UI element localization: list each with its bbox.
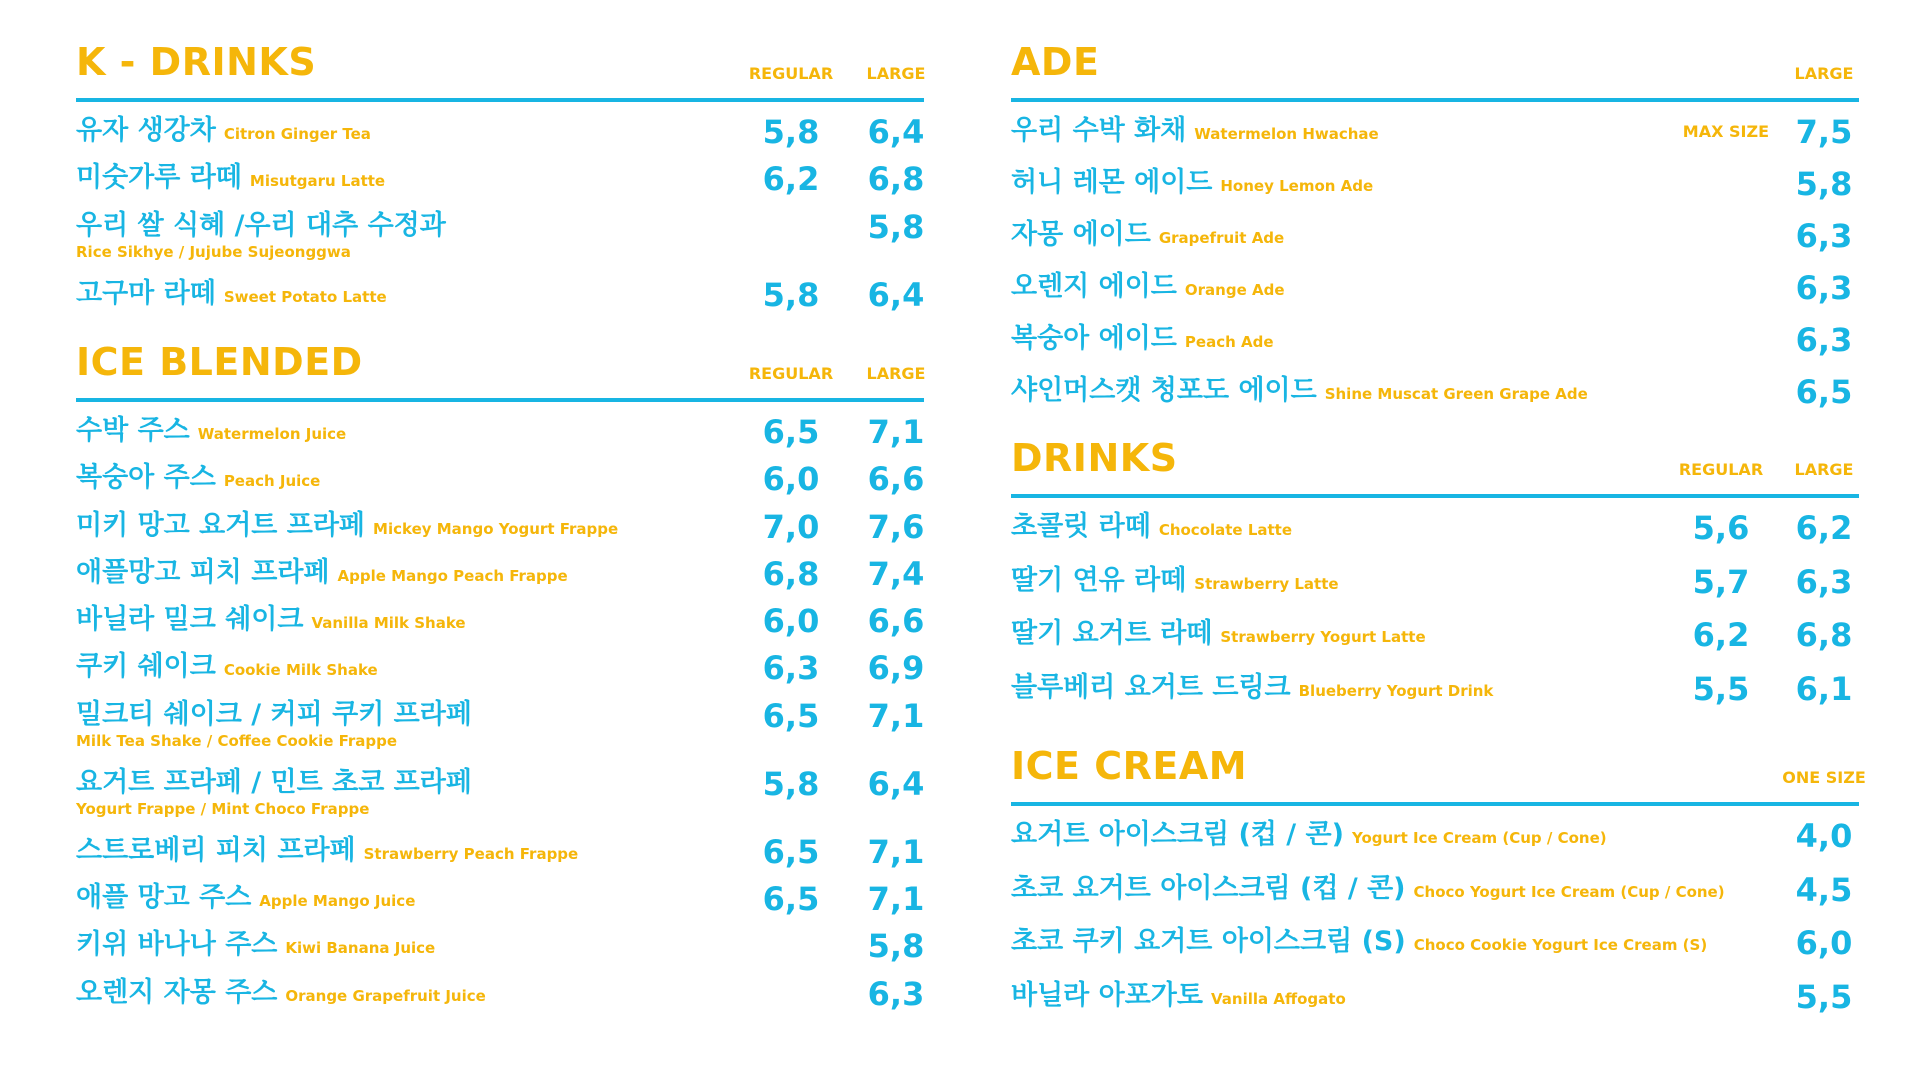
price-regular: 5,6 — [1692, 509, 1750, 547]
item-name-korean: 오렌지 에이드 — [1011, 271, 1177, 302]
item-name-korean: 우리 쌀 식혜 /우리 대추 수정과 — [76, 209, 446, 241]
section-title: K - DRINKS — [76, 40, 317, 84]
item-name-english: Choco Yogurt Ice Cream (Cup / Cone) — [1413, 882, 1725, 901]
item-name-korean: 키위 바나나 주스 — [76, 929, 278, 961]
item-name-korean: 초코 요거트 아이스크림 (컵 / 콘) — [1011, 872, 1406, 904]
menu-item — [76, 698, 924, 766]
item-name-korean: 우리 수박 화채 — [1011, 115, 1187, 146]
price-one-size: 6,0 — [1795, 924, 1853, 962]
menu-item — [76, 976, 924, 1023]
price-large: 6,3 — [1795, 562, 1853, 601]
price-large: 7,1 — [867, 696, 925, 735]
item-name-korean: 요거트 프라페 / 민트 초코 프라페 — [76, 766, 472, 798]
price-large: 6,5 — [1795, 373, 1853, 411]
item-name-english: Milk Tea Shake / Coffee Cookie Frappe — [76, 731, 398, 750]
item-name-english: Apple Mango Juice — [259, 892, 416, 911]
price-large: 7,1 — [867, 880, 925, 919]
item-name-korean: 자몽 에이드 — [1011, 219, 1151, 250]
item-name-korean: 바닐라 밀크 쉐이크 — [76, 604, 304, 636]
item-name-english: Citron Ginger Tea — [223, 125, 371, 143]
item-name-english: Misutgaru Latte — [249, 172, 386, 191]
section-k-drinks — [76, 40, 924, 340]
menu-list — [76, 102, 924, 324]
menu-item — [76, 209, 924, 277]
item-name-korean: 초콜릿 라떼 — [1011, 511, 1151, 542]
menu-item — [1011, 322, 1859, 374]
item-name-english: Chocolate Latte — [1158, 521, 1293, 539]
item-name-english: Strawberry Yogurt Latte — [1220, 628, 1426, 646]
item-name-korean: 딸기 연유 라떼 — [1011, 564, 1187, 596]
menu-list — [1011, 102, 1859, 426]
item-name-korean: 요거트 아이스크림 (컵 / 콘) — [1011, 819, 1344, 850]
item-name-english: Yogurt Frappe / Mint Choco Frappe — [76, 799, 370, 818]
menu-item — [76, 114, 924, 161]
item-name-korean: 블루베리 요거트 드링크 — [1011, 671, 1291, 703]
item-name-korean: 밀크티 쉐이크 / 커피 쿠키 프라페 — [76, 698, 472, 730]
price-one-size: 4,0 — [1795, 817, 1853, 855]
price-large: 6,3 — [1795, 321, 1853, 359]
price-large: 6,8 — [867, 160, 925, 199]
menu-item — [1011, 166, 1859, 218]
price-large: 6,3 — [867, 974, 925, 1013]
item-name-korean: 스트로베리 피치 프라페 — [76, 834, 356, 866]
section-header — [1011, 744, 1866, 806]
price-regular: 5,5 — [1692, 669, 1750, 708]
price-regular: 6,5 — [762, 832, 820, 871]
item-name-korean: 복숭아 에이드 — [1011, 323, 1177, 354]
price-large: 6,4 — [867, 113, 925, 151]
item-name-english: Watermelon Juice — [197, 425, 347, 443]
menu-item — [1011, 218, 1859, 270]
menu-item — [1011, 270, 1859, 322]
column-label-regular: REGULAR — [1678, 460, 1764, 479]
price-regular: 6,2 — [762, 160, 820, 199]
item-name-english: Choco Cookie Yogurt Ice Cream (S) — [1413, 936, 1708, 954]
menu-item — [1011, 510, 1859, 564]
price-large: 7,1 — [867, 832, 925, 871]
menu-item — [1011, 374, 1859, 426]
item-name-korean: 애플 망고 주스 — [76, 882, 252, 914]
item-name-english: Blueberry Yogurt Drink — [1298, 681, 1494, 700]
menu-item — [1011, 114, 1859, 166]
item-name-english: Orange Ade — [1184, 281, 1285, 299]
menu-item — [76, 161, 924, 208]
menu-item — [76, 556, 924, 603]
price-regular: 6,0 — [762, 602, 820, 641]
price-large: 7,6 — [867, 507, 925, 546]
item-name-korean: 유자 생강차 — [76, 115, 216, 146]
price-large: 6,4 — [867, 764, 925, 803]
section-header — [76, 40, 924, 102]
menu-item — [1011, 671, 1859, 725]
menu-item — [1011, 979, 1859, 1033]
section-title: ICE BLENDED — [76, 340, 363, 384]
menu-item — [1011, 925, 1859, 979]
item-name-korean: 초코 쿠키 요거트 아이스크림 (S) — [1011, 926, 1406, 957]
price-large: 6,2 — [1795, 509, 1853, 547]
max-size-label: MAX SIZE — [1682, 122, 1769, 141]
item-name-english: Sweet Potato Latte — [223, 287, 387, 306]
column-label-large: LARGE — [866, 64, 926, 83]
menu-item — [76, 414, 924, 461]
menu-item — [1011, 617, 1859, 671]
price-large: 5,8 — [1795, 165, 1853, 203]
item-name-english: Kiwi Banana Juice — [285, 939, 436, 958]
item-name-english: Cookie Milk Shake — [223, 661, 378, 680]
price-regular: 5,8 — [762, 113, 820, 151]
section-header — [1011, 40, 1859, 102]
price-large: 6,3 — [1795, 217, 1853, 255]
price-regular: 6,5 — [762, 880, 820, 919]
price-large: 6,6 — [867, 602, 925, 641]
price-large: 6,8 — [1795, 616, 1853, 654]
item-name-korean: 오렌지 자몽 주스 — [76, 976, 278, 1008]
item-name-korean: 딸기 요거트 라떼 — [1011, 618, 1213, 649]
item-name-english: Mickey Mango Yogurt Frappe — [373, 519, 619, 538]
price-regular: 7,0 — [762, 507, 820, 546]
price-large: 6,6 — [867, 460, 925, 499]
column-label-large: LARGE — [1794, 64, 1854, 83]
price-one-size: 4,5 — [1795, 870, 1853, 909]
price-regular: 5,8 — [762, 764, 820, 803]
item-name-english: Peach Juice — [223, 472, 321, 491]
column-label-large: LARGE — [866, 364, 926, 383]
menu-list — [1011, 806, 1859, 1032]
menu-item — [76, 650, 924, 697]
section-drinks — [1011, 436, 1859, 744]
price-regular: 6,3 — [762, 649, 820, 688]
item-name-english: Watermelon Hwachae — [1194, 125, 1379, 143]
price-regular: 6,2 — [1692, 616, 1750, 654]
item-name-english: Grapefruit Ade — [1158, 229, 1285, 247]
section-ice-cream — [1011, 744, 1866, 1032]
menu-item — [76, 603, 924, 650]
column-label-regular: REGULAR — [748, 64, 834, 83]
item-name-korean: 복숭아 주스 — [76, 462, 216, 494]
section-title: ADE — [1011, 40, 1100, 84]
price-large: 7,1 — [867, 413, 925, 451]
right-column — [1011, 40, 1866, 1032]
section-ice-blended — [76, 340, 924, 1023]
menu-item — [76, 881, 924, 928]
column-label-large: LARGE — [1794, 460, 1854, 479]
item-name-english: Vanilla Milk Shake — [311, 614, 466, 633]
section-header — [76, 340, 924, 402]
item-name-english: Rice Sikhye / Jujube Sujeonggwa — [76, 242, 351, 261]
price-regular: 6,8 — [762, 554, 820, 593]
price-large: 6,1 — [1795, 669, 1853, 708]
item-name-korean: 고구마 라떼 — [76, 277, 216, 309]
menu-list — [1011, 498, 1859, 724]
item-name-korean: 바닐라 아포가토 — [1011, 979, 1203, 1011]
item-name-english: Vanilla Affogato — [1210, 989, 1346, 1008]
menu-list — [76, 402, 924, 1023]
item-name-english: Orange Grapefruit Juice — [285, 986, 486, 1005]
item-name-english: Apple Mango Peach Frappe — [337, 566, 568, 585]
price-large: 7,5 — [1795, 113, 1853, 151]
item-name-korean: 샤인머스캣 청포도 에이드 — [1011, 375, 1317, 406]
item-name-korean: 애플망고 피치 프라페 — [76, 556, 330, 588]
section-ade — [1011, 40, 1859, 436]
column-label-regular: REGULAR — [748, 364, 834, 383]
item-name-korean: 미숫가루 라떼 — [76, 162, 242, 194]
item-name-korean: 수박 주스 — [76, 415, 190, 446]
section-header — [1011, 436, 1859, 498]
price-regular: 6,5 — [762, 696, 820, 735]
column-label-one-size: ONE SIZE — [1782, 768, 1866, 787]
price-regular: 6,5 — [762, 413, 820, 451]
left-column — [76, 40, 924, 1023]
menu-item — [76, 509, 924, 556]
price-one-size: 5,5 — [1795, 977, 1853, 1016]
menu-item — [76, 834, 924, 881]
price-regular: 5,8 — [762, 275, 820, 314]
item-name-english: Shine Muscat Green Grape Ade — [1324, 385, 1588, 403]
price-large: 7,4 — [867, 554, 925, 593]
item-name-english: Strawberry Latte — [1194, 574, 1339, 593]
section-title: ICE CREAM — [1011, 744, 1248, 788]
price-large: 5,8 — [867, 207, 925, 246]
price-large: 5,8 — [867, 927, 925, 966]
menu-item — [1011, 564, 1859, 618]
menu-item — [76, 928, 924, 975]
menu-item — [76, 766, 924, 834]
price-large: 6,9 — [867, 649, 925, 688]
item-name-korean: 미키 망고 요거트 프라페 — [76, 509, 366, 541]
item-name-english: Peach Ade — [1184, 333, 1274, 351]
section-title: DRINKS — [1011, 436, 1178, 480]
menu-item — [1011, 818, 1859, 872]
price-regular: 5,7 — [1692, 562, 1750, 601]
item-name-korean: 쿠키 쉐이크 — [76, 651, 216, 683]
item-name-korean: 허니 레몬 에이드 — [1011, 167, 1213, 198]
item-name-english: Honey Lemon Ade — [1220, 177, 1374, 195]
price-large: 6,3 — [1795, 269, 1853, 307]
item-name-english: Strawberry Peach Frappe — [363, 844, 579, 863]
price-large: 6,4 — [867, 275, 925, 314]
item-name-english: Yogurt Ice Cream (Cup / Cone) — [1351, 829, 1607, 847]
menu-item — [76, 277, 924, 324]
menu-item — [1011, 872, 1859, 926]
price-regular: 6,0 — [762, 460, 820, 499]
menu-item — [76, 461, 924, 508]
